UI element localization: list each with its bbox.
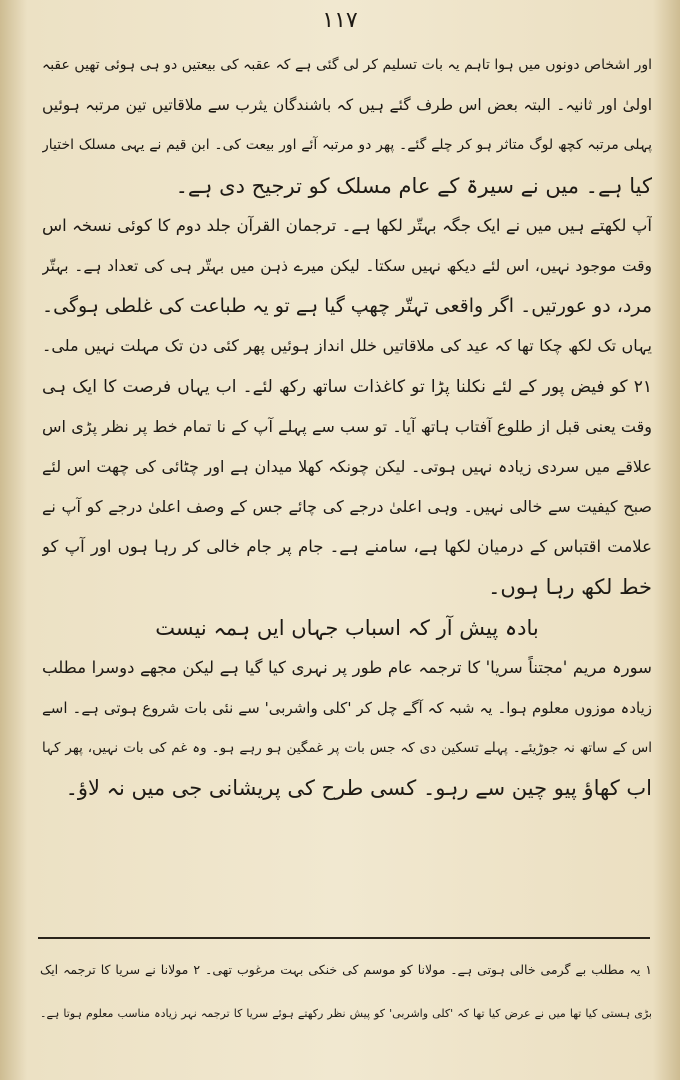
text-line: صبح کیفیت سے خالی نہیں۔ وہی اعلیٰ درجے کی چائے جس کے وصف اعلیٰ درجے کو آپ نے <box>42 497 652 517</box>
text-line: اور اشخاص دونوں میں ہوا تاہم یہ بات تسلیم کر لی گئی ہے کہ عقبہ کی بیعتیں دو ہی ہوئی تھیں عقبہ <box>42 57 652 73</box>
page-number: ۱۱۷ <box>322 8 358 33</box>
text-line: علامت اقتباس کے درمیان لکھا ہے، سامنے ہے۔ جام پر جام خالی کر رہا ہوں اور آپ کو <box>42 537 652 557</box>
text-line: زیادہ موزوں معلوم ہوا۔ یہ شبہ کہ آگے چل کر 'کلی واشربی' سے نئی بات شروع ہوتی ہے۔ اسے <box>42 699 652 717</box>
text-line: مرد، دو عورتیں۔ اگر واقعی تہتّر چھپ گیا ہے تو یہ طباعت کی غلطی ہوگی۔ <box>42 295 652 318</box>
footnotes <box>40 948 652 1036</box>
text-line: وقت موجود نہیں، اس لئے دیکھ نہیں سکتا۔ لیکن میرے ذہن میں بہتّر ہی کی تعداد ہے۔ بہتّر <box>42 256 652 275</box>
text-line: اس کے ساتھ نہ جوڑیئے۔ پہلے تسکین دی کہ جس بات پر غمگین ہو رہے ہو۔ وہ غم کی بات نہیں، پھر کہا <box>42 740 652 757</box>
footnote-line: بڑی ہستی کیا تھا میں نے عرض کیا تھا کہ 'کلی واشربی' کو پیش نظر رکھتے ہوئے سریا کا ترجمہ نہر زیادہ مناسب معلوم ہوتا ہے۔ <box>40 1007 652 1020</box>
body-text <box>42 45 652 809</box>
text-line: اب کھاؤ پیو چین سے رہو۔ کسی طرح کی پریشانی جی میں نہ لاؤ۔ <box>65 776 652 801</box>
text-line: یہاں تک لکھ چکا تھا کہ عید کی ملاقاتیں خلل انداز ہوئیں پھر کئی دن تک مہلت نہیں ملی۔ <box>42 336 652 356</box>
text-line: وقت یعنی قبل از طلوع آفتاب ہاتھ آیا۔ تو سب سے پہلے آپ کے نا تمام خط پر نظر پڑی اس <box>42 416 652 436</box>
text-line: علاقے میں سردی زیادہ نہیں ہوتی۔ لیکن چونکہ کھلا میدان ہے اور چٹائی کی چھت اس لئے <box>42 456 652 476</box>
verse-line: بادہ پیش آر کہ اسباب جہاں ایں ہمہ نیست <box>155 615 539 640</box>
footnote-line: ۱ یہ مطلب بے گرمی خالی ہوتی ہے۔ مولانا کو موسم کی خنکی بہت مرغوب تھی۔ ۲ مولانا نے سریا کا ترجمہ ایک <box>40 962 652 977</box>
footnote-divider <box>38 937 650 939</box>
text-line: سورہ مریم 'مجتناً سریا' کا ترجمہ عام طور پر نہری کیا گیا ہے لیکن مجھے دوسرا مطلب <box>42 657 652 677</box>
text-line: آپ لکھتے ہیں میں نے ایک جگہ بہتّر لکھا ہے۔ ترجمان القرآن جلد دوم کا کوئی نسخہ اس <box>42 215 652 235</box>
text-line: ۲۱ کو فیض پور کے لئے نکلنا پڑا تو کاغذات ساتھ رکھ لئے۔ اب یہاں فرصت کا ایک ہی <box>42 376 652 397</box>
text-line: پہلی مرتبہ کچھ لوگ متاثر ہو کر چلے گئے۔ پھر دو مرتبہ آئے اور بیعت کی۔ ابن قیم نے یہی مسلک اختیار <box>42 137 652 154</box>
text-line: اولیٰ اور ثانیہ۔ البتہ بعض اس طرف گئے ہیں کہ باشندگان یثرب سے ملاقاتیں تین مرتبہ ہوئیں <box>42 96 652 115</box>
text-line: کیا ہے۔ میں نے سیرۃ کے عام مسلک کو ترجیح دی ہے۔ <box>175 173 652 198</box>
text-line: خط لکھ رہا ہوں۔ <box>488 575 652 600</box>
